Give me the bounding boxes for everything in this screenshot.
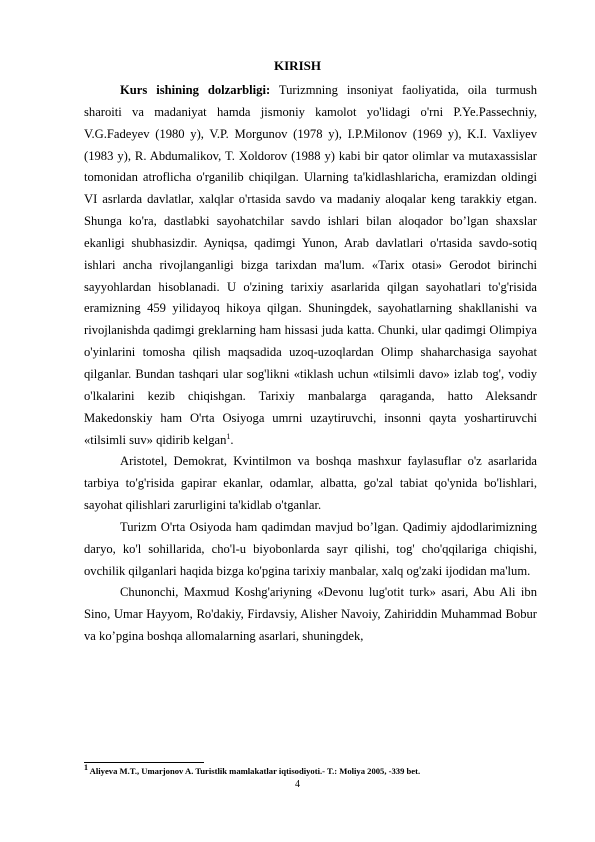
footnote-marker: 1 [84,763,88,773]
paragraph-3: Turizm O'rta Osiyoda ham qadimdan mavjud bo’lgan. Qadimiy ajdodlarimizning daryo, ko'l sohillarida, cho'l-u biyobonlarda sayr qilishi, tog' cho'qqilariga chiqishi, ovchilik qilganlari haqida bizga ko'pgina tarixiy manbalar, xalq og'zaki ijodidan ma'lum. [84,519,537,578]
paragraph-lead: Kurs ishining dolzarbligi: [120,83,271,97]
paragraph-2: Aristotel, Demokrat, Kvintilmon va boshqa mashxur faylasuflar o'z asarlarida tarbiya to'g'risida gapirar ekanlar, odamlar, albatta, go'zal tabiat qo'ynida bo'lishlari, sayohat qilishlari zarurligini ta'kidlab o'tganlar. [84,454,537,513]
paragraph-text: Turizmning insoniyat faoliyatida, oila turmush sharoiti va madaniyat hamda jismoniy kamolot yo'lidagi o'rni P.Ye.Passechniy, V.G.Fadeyev (1980 y), V.P. Morgunov (1978 y), I.P.Milonov (1969 y), K.I. Vaxliyev (1983 y), R. Abdumalikov, T. Xoldorov (1988 y) kabi bir qator olimlar va mutaxassislar tomonidan atroflicha o'rganilib chiqilgan. Ularning ta'kidlashlaricha, eramizdan oldingi VI asrlarda davlatlar, xalqlar o'rtasida savdo va madaniy aloqalar keng tarakkiy etgan. Shunga ko'ra, dastlabki sayohatchilar savdo ishlari bilan aloqador bo’lgan shaxslar ekanligi shubhasizdir. Ayniqsa, qadimgi Yunon, Arab davlatlari o'rtasida savdo-sotiq ishlari ancha rivojlanganligi bizga tarixdan ma'lum. «Tarix otasi» Gerodot birinchi sayyohlardan hisoblanadi. U o'zining tarixiy asarlarida qilgan sayohatlari to'g'risida eramizning 459 yilidayoq hikoya qilgan. Shuningdek, sayohatlarning shakllanishi va rivojlanishda qadimgi greklarning ham hissasi juda katta. Chunki, ular qadimgi Olimpiya o'yinlarini tomosha qilish maqsadida uzoq-uzoqlardan Olimp shaharchasiga sayohat qilganlar. Bundan tashqari ular sog'likni «tiklash uchun «tilsimli davo» izlab tog', vodiy o'lkalarini kezib chiqishgan. Tarixiy manbalarga qaraganda, hatto Aleksandr Makedonskiy ham O'rta Osiyoga umrni uzaytiruvchi, insonni qayta yoshartiruvchi «tilsimli suv» qidirib kelgan [84,83,537,447]
paragraph-4: Chunonchi, Maxmud Koshg'ariyning «Devonu lug'otit turk» asari, Abu Ali ibn Sino, Umar Hayyom, Ro'dakiy, Firdavsiy, Alisher Navoiy, Zahiriddin Muhammad Bobur va ko’pgina boshqa allomalarning asarlari, shuningdek, [84,585,537,644]
page-number: 4 [295,779,300,790]
paragraph-1 [84,80,537,451]
section-title: KIRISH [274,58,321,73]
footnote-divider [84,762,204,763]
body-text [84,80,537,648]
footnote [84,763,537,777]
footnote-text: Aliyeva M.T., Umarjonov A. Turistlik mamlakatlar iqtisodiyoti.- T.: Moliya 2005, -339 bet. [88,766,421,776]
footnote-reference[interactable]: 1 [226,431,231,441]
paragraph-tail: . [230,432,234,447]
